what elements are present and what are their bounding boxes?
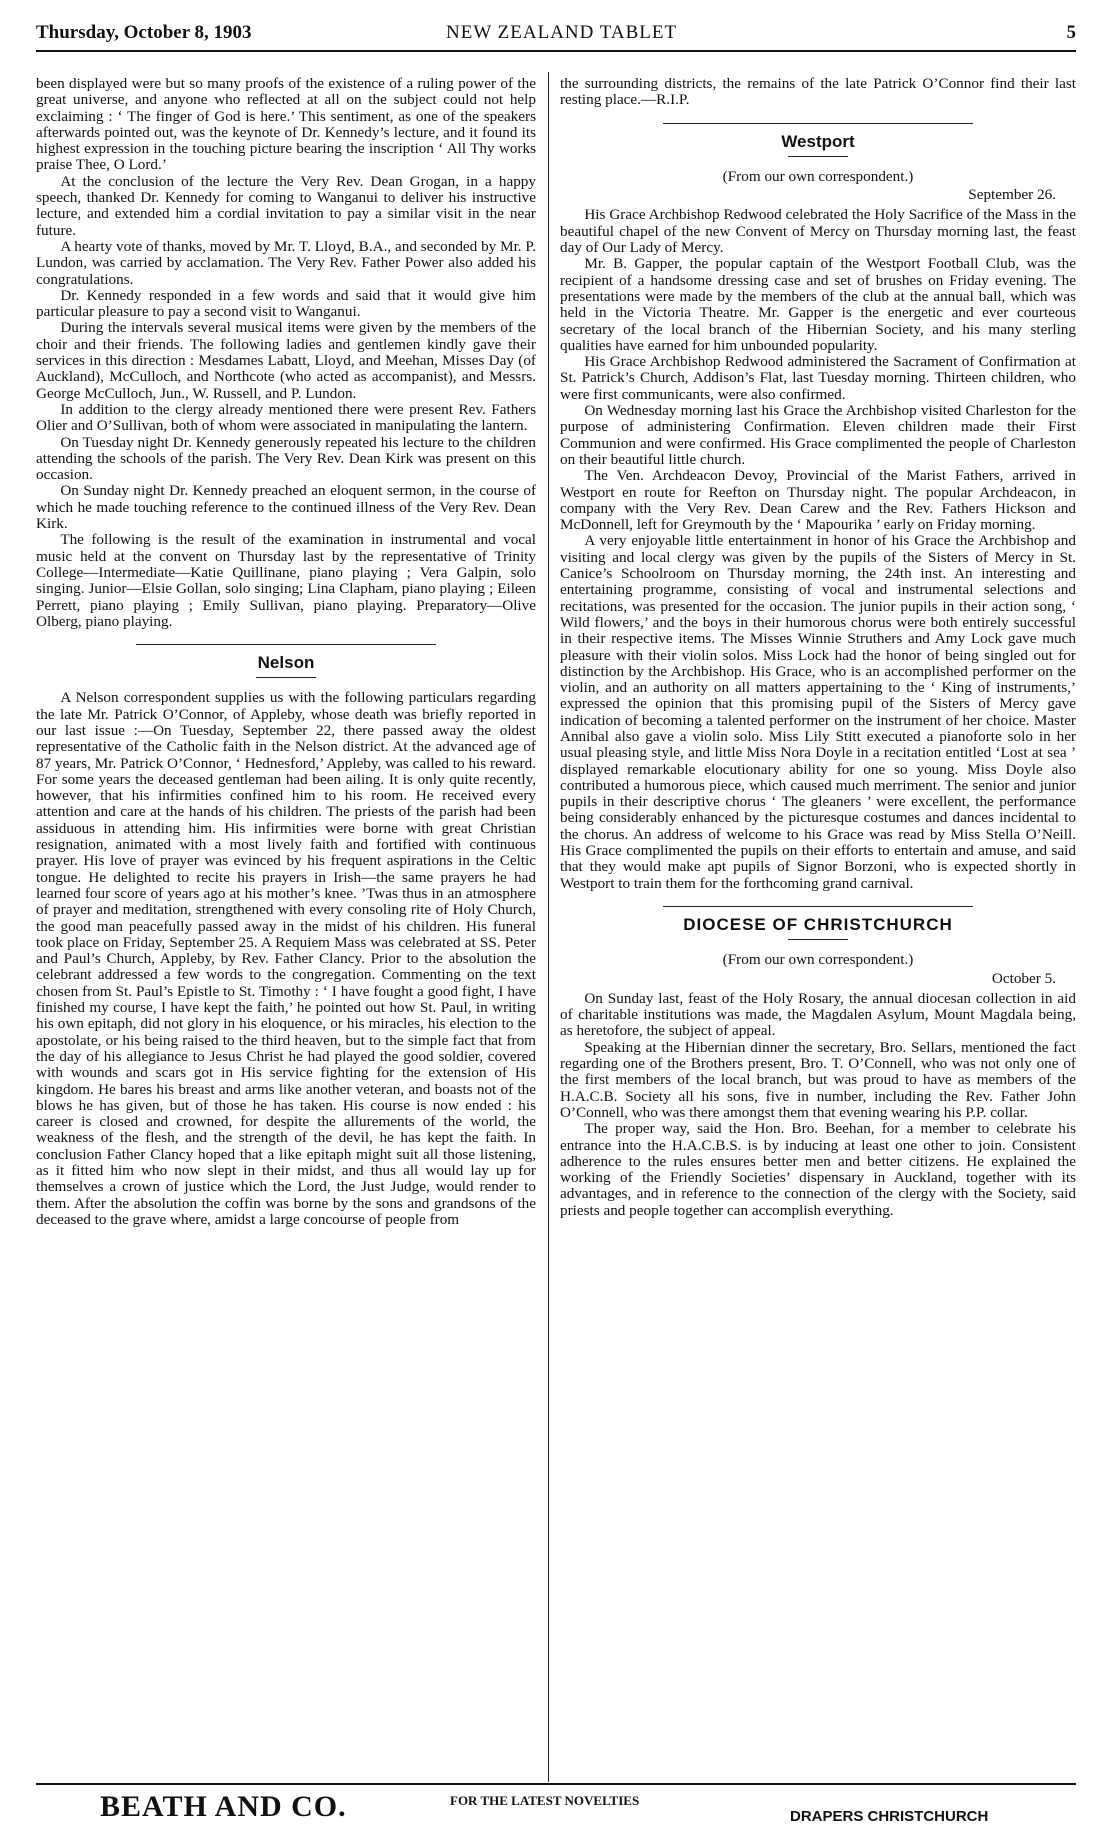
article-paragraph: The following is the result of the examination in instrumental and vocal music held at the convent on Thursday last by the representative of Trinity College—Intermediate—Katie Quillinane, piano playing ; Vera Galpin, solo singing. Junior—Elsie Gollan, solo singing; Lina Clapham, piano playing ; Eileen Perrett, piano playing ; Emily Sullivan, piano playing. Preparatory—Olive Olberg, piano playing. bbox=[36, 531, 536, 630]
page-number: 5 bbox=[1066, 22, 1076, 43]
article-paragraph: A Nelson correspondent supplies us with the following particulars regarding the late Mr. Patrick O’Connor, of Appleby, whose death was briefly reported in our last issue :—On Tuesday, September 22, there passed away the oldest representative of the Catholic faith in the Nelson district. At the advanced age of 87 years, Mr. Patrick O’Connor, ‘ Hednesford,’ Appleby, was called to his reward. For some years the deceased gentleman had been ailing. It is only quite recently, however, that his infirmities confined him to his room. He received every attention and care at the hands of his children. The priests of the parish had been assiduous in attending him. His infirmities were borne with great Christian resignation, animated with a most lively faith and fortified with continuous prayer. His love of prayer was evinced by his frequent aspirations in the Celtic tongue. He delighted to recite his prayers in Irish—the same prayers he had learned four score of years ago at his mother’s knee. ’Twas thus in an atmosphere of prayer and meditation, strengthened with every consoling rite of Holy Church, the good man peacefully passed away in the midst of his children. His funeral took place on Friday, September 25. A Requiem Mass was celebrated at SS. Peter and Paul’s Church, Appleby, by Rev. Father Clancy. Prior to the absolution the celebrant addressed a few words to the congregation. Commenting on the text chosen from St. Paul’s Epistle to St. Timothy : ‘ I have fought a good fight, I have finished my course, I have kept the faith,’ he pointed out how St. Paul, in writing his own epitaph, did not glory in his eloquence, or his miracles, his election to the apostolate, or his being raised to the third heaven, but to the simple fact that from the day of his allegiance to Jesus Christ he had played the good soldier, covered with wounds and scars got in His service fighting for the extension of His kingdom. He bares his breast and arms like another veteran, and boasts not of the blows he has given, but of those he has taken. His course is now ended : his career is closed and crowned, for despite the allurements of the world, the weakness of the flesh, and the strength of the devil, he has kept the faith. In conclusion Father Clancy hoped that a like epitaph might suit all those listening, as it fitted him who now slept in their midst, and thus all would lay up for themselves a crown of justice which the Lord, the Just Judge, would render to them. After the absolution the coffin was borne by the sons and grandsons of the deceased to the grave where, amidst a large concourse of people from bbox=[36, 689, 536, 1228]
page-header bbox=[36, 18, 1076, 52]
dispatch-date: October 5. bbox=[991, 969, 1056, 987]
article-paragraph: Dr. Kennedy responded in a few words and said that it would give him particular pleasure to pay a second visit to Wanganui. bbox=[36, 286, 536, 321]
article-paragraph: On Wednesday morning last his Grace the Archbishop visited Charleston for the purpose of administering Confirmation. Eleven children made their First Communion and were confirmed. His Grace complimented the people of Charleston on their beautiful little church. bbox=[560, 402, 1076, 468]
correspondent-line: (From our own correspondent.) bbox=[722, 167, 914, 185]
article-paragraph: Speaking at the Hibernian dinner the secretary, Bro. Sellars, mentioned the fact regarding one of the Brothers present, Bro. T. O’Connell, who was not only one of the first members of the local branch, but was proud to have as members of the H.A.C.B. Society all his sons, five in number, including the Rev. Father John O’Connell, who was there amongst them that evening wearing his P.P. collar. bbox=[560, 1038, 1076, 1121]
section-heading-westport: Westport bbox=[781, 131, 855, 151]
heading-underline bbox=[788, 156, 848, 157]
right-column bbox=[560, 76, 1076, 1219]
advert-tagline: FOR THE LATEST NOVELTIES bbox=[450, 1793, 640, 1808]
advert-rule bbox=[36, 1783, 1076, 1785]
advert-company-name: BEATH AND CO. bbox=[100, 1790, 347, 1823]
heading-underline bbox=[256, 677, 316, 678]
article-paragraph: On Sunday last, feast of the Holy Rosary, the annual diocesan collection in aid of charitable institutions was made, the Magdalen Asylum, Mount Magdala being, as heretofore, the subject of appeal. bbox=[560, 989, 1076, 1040]
section-rule bbox=[663, 906, 973, 907]
article-paragraph: At the conclusion of the lecture the Very Rev. Dean Grogan, in a happy speech, thanked Dr. Kennedy for coming to Wanganui to deliver his instructive lecture, and extended him a cordial invitation to pay a similar visit in the near future. bbox=[36, 172, 536, 239]
article-paragraph: In addition to the clergy already mentioned there were present Rev. Fathers Olier and O’Sullivan, both of whom were associated in manipulating the lantern. bbox=[36, 400, 536, 435]
article-paragraph: The Ven. Archdeacon Devoy, Provincial of the Marist Fathers, arrived in Westport en route for Reefton on Thursday night. The popular Archdeacon, in company with the Very Rev. Dean Carew and the Rev. Fathers Hickson and McDonnell, left for Greymouth by the ‘ Mapourika ’ early on Friday morning. bbox=[560, 467, 1076, 534]
correspondent-line: (From our own correspondent.) bbox=[722, 951, 914, 969]
article-paragraph: His Grace Archbishop Redwood administered the Sacrament of Confirmation at St. Patrick’s Church, Addison’s Flat, last Tuesday morning. Thirteen children, who were first communicants, were also confirmed. bbox=[560, 353, 1076, 403]
left-column bbox=[36, 76, 536, 1228]
article-paragraph: Mr. B. Gapper, the popular captain of the Westport Football Club, was the recipient of a handsome dressing case and set of brushes on Friday evening. The presentations were made by the members of the club at the annual ball, which was held in the Victoria Theatre. Mr. Gapper is the energetic and ever courteous secretary of the local branch of the Hibernian Society, and his many sterling qualities have earned for him unbounded popularity. bbox=[560, 255, 1076, 354]
article-paragraph: A very enjoyable little entertainment in honor of his Grace the Archbishop and visiting and local clergy was given by the pupils of the Sisters of Mercy in St. Canice’s Schoolroom on Thursday morning, the 24th inst. An interesting and entertaining programme, consisting of vocal and instrumental selections and recitations, was presented for the occasion. The junior pupils in their action song, ‘ Wild flowers,’ and the boys in their humorous chorus were both entirely successful in their respective items. The Misses Winnie Struthers and Amy Lock gave much pleasure with their violin solos. Miss Lock had the honor of being singled out for distinction by the Archbishop. His Grace, who is an accomplished performer on the violin, and an authority on all matters appertaining to the ‘ King of instruments,’ expressed the opinion that this promising pupil of the Sisters of Mercy gave indication of becoming a talented performer on the instrument of her choice. Master Annibal also gave a violin solo. Miss Lily Stitt executed a pianoforte solo in her usual pleasing style, and little Miss Nora Doyle in a recitation entitled ‘Lost at sea ’ displayed remarkable elocutionary ability for one so young. Miss Doyle also contributed a humorous piece, which caused much merriment. The senior and junior pupils in their descriptive chorus ‘ The gleaners ’ were excellent, the performance being considerably enhanced by the picturesque costumes and dances incidental to the chorus. An address of welcome to his Grace was read by Miss Stella O’Neill. His Grace complimented the pupils on their efforts to entertain and amuse, and said that they would make apt pupils of Signor Borzoni, who is expected shortly in Westport to train them for the forthcoming grand carnival. bbox=[560, 532, 1076, 892]
dispatch-date: September 26. bbox=[968, 186, 1056, 204]
advert-trade: DRAPERS CHRISTCHURCH bbox=[790, 1808, 989, 1825]
article-paragraph: During the intervals several musical items were given by the members of the choir and their friends. The following ladies and gentlemen kindly gave their services in this direction : Mesdames Labatt, Lloyd, and Meehan, Misses Day (of Auckland), McCulloch, and Northcote (who acted as accompanist), and Messrs. George McCulloch, Jun., W. Russell, and P. Lundon. bbox=[36, 319, 536, 402]
section-rule bbox=[663, 123, 973, 124]
article-paragraph: The proper way, said the Hon. Bro. Beehan, for a member to celebrate his entrance into the H.A.C.B.S. is by inducing at least one other to join. Consistent adherence to the rules ensures better men and better citizens. He explained the working of the Friendly Societies’ dispensary in Auckland, together with its advantages, and in reference to the connection of the clergy with the Society, said priests and people together can accomplish everything. bbox=[560, 1120, 1076, 1219]
article-paragraph: been displayed were but so many proofs of the existence of a ruling power of the great universe, and anyone who reflected at all on the subject could not help exclaiming : ‘ The finger of God is here.’ This sentiment, as one of the speakers afterwards pointed out, was the keynote of Dr. Kennedy’s lecture, and it found its highest expression in the touching picture bearing the inscription ‘ All Thy works praise Thee, O Lord.’ bbox=[36, 75, 536, 174]
article-paragraph: His Grace Archbishop Redwood celebrated the Holy Sacrifice of the Mass in the beautiful chapel of the new Convent of Mercy on Thursday morning last, the feast day of Our Lady of Mercy. bbox=[560, 206, 1076, 257]
section-rule bbox=[136, 644, 436, 645]
article-paragraph: the surrounding districts, the remains of the late Patrick O’Connor find their last resting place.—R.I.P. bbox=[560, 75, 1076, 109]
article-paragraph: A hearty vote of thanks, moved by Mr. T. Lloyd, B.A., and seconded by Mr. P. Lundon, was carried by acclamation. The Very Rev. Father Power also added his congratulations. bbox=[36, 237, 536, 288]
issue-date: Thursday, October 8, 1903 bbox=[36, 22, 252, 43]
section-heading-nelson: Nelson bbox=[257, 653, 315, 673]
heading-underline bbox=[788, 939, 848, 940]
masthead-title: NEW ZEALAND TABLET bbox=[446, 22, 678, 43]
column-divider bbox=[548, 72, 549, 1782]
article-paragraph: On Tuesday night Dr. Kennedy generously repeated his lecture to the children attending the schools of the parish. The Very Rev. Dean Kirk was present on this occasion. bbox=[36, 433, 536, 484]
article-paragraph: On Sunday night Dr. Kennedy preached an eloquent sermon, in the course of which he made touching reference to the continued illness of the Very Rev. Dean Kirk. bbox=[36, 482, 536, 533]
section-heading-christchurch: DIOCESE OF CHRISTCHURCH bbox=[683, 914, 953, 934]
